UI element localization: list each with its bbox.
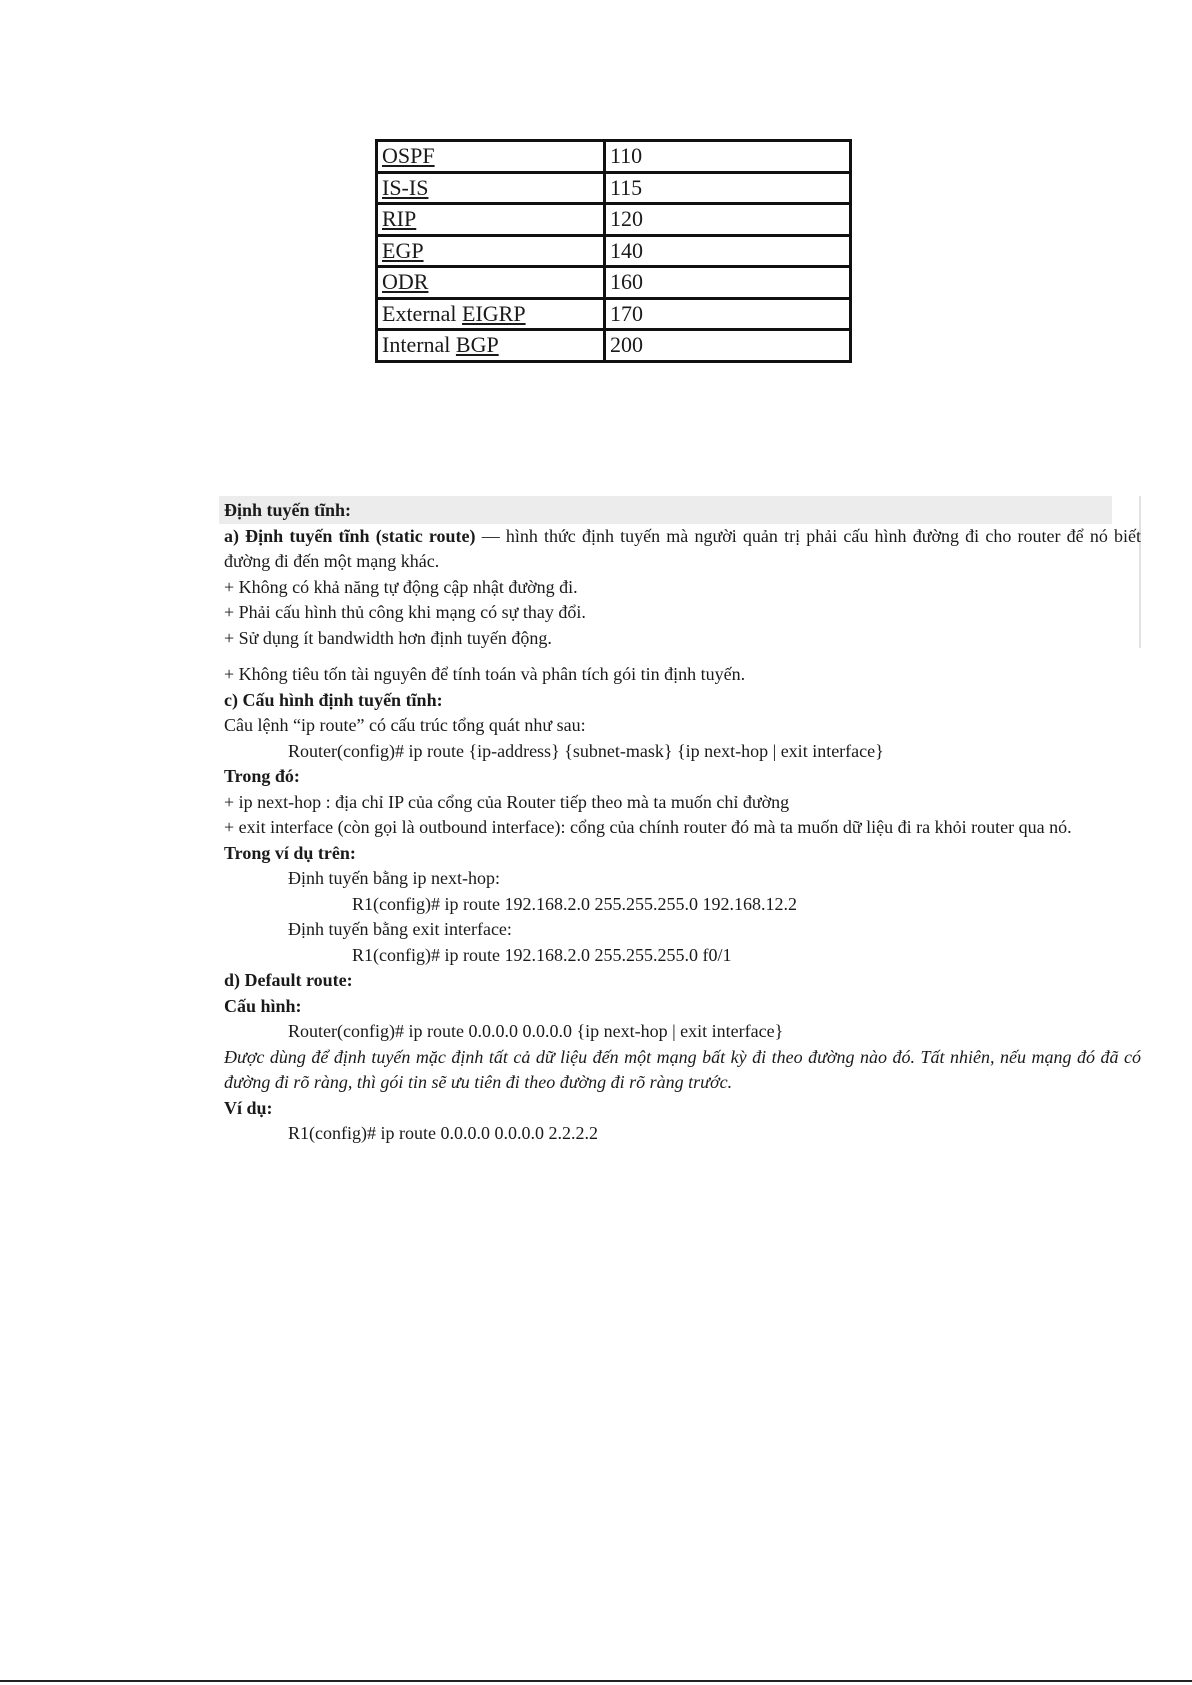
example-exit-interface-command: R1(config)# ip route 192.168.2.0 255.255.255.0 f0/1 xyxy=(352,944,732,965)
example-heading-default: Ví dụ: xyxy=(224,1097,273,1118)
protocol-name: RIP xyxy=(382,206,417,232)
section-heading-static-routing: Định tuyến tĩnh: xyxy=(224,500,352,520)
section-heading-config: c) Cấu hình định tuyến tĩnh: xyxy=(224,689,443,710)
page-bottom-rule xyxy=(0,1680,1192,1682)
ip-route-syntax: Router(config)# ip route {ip-address} {subnet-mask} {ip next-hop | exit interface} xyxy=(288,740,884,761)
protocol-cell xyxy=(377,298,605,330)
protocol-name: ODR xyxy=(382,269,429,295)
document-body xyxy=(224,498,1141,1147)
protocol-cell xyxy=(377,172,605,204)
section-heading-default-route: d) Default route: xyxy=(224,970,353,990)
protocol-cell xyxy=(377,330,605,362)
table-row xyxy=(377,172,851,204)
admin-distance-table xyxy=(375,139,852,363)
config-heading: Cấu hình: xyxy=(224,995,302,1016)
distance-value-cell: 115 xyxy=(605,172,851,204)
table-row xyxy=(377,141,851,173)
protocol-prefix: Internal xyxy=(382,332,456,358)
protocol-name: EIGRP xyxy=(462,300,526,326)
distance-value-cell: 140 xyxy=(605,235,851,267)
example-heading: Trong ví dụ trên: xyxy=(224,842,356,863)
bullet-no-auto-update: + Không có khả năng tự động cập nhật đường đi. xyxy=(224,576,578,597)
example-next-hop-command: R1(config)# ip route 192.168.2.0 255.255.255.0 192.168.12.2 xyxy=(352,893,797,914)
protocol-name: IS-IS xyxy=(382,174,429,200)
protocol-cell xyxy=(377,235,605,267)
default-route-example-command: R1(config)# ip route 0.0.0.0 0.0.0.0 2.2.2.2 xyxy=(288,1123,598,1143)
where-next-hop: + ip next-hop : địa chỉ IP của cổng của Router tiếp theo mà ta muốn chỉ đường xyxy=(224,791,790,812)
example-next-hop-label: Định tuyến bằng ip next-hop: xyxy=(288,868,500,888)
table-row xyxy=(377,235,851,267)
config-intro: Câu lệnh “ip route” có cấu trúc tổng quát như sau: xyxy=(224,715,586,735)
distance-value-cell: 170 xyxy=(605,298,851,330)
distance-value-cell: 160 xyxy=(605,267,851,299)
protocol-name: BGP xyxy=(455,332,499,358)
table-row xyxy=(377,267,851,299)
default-route-syntax: Router(config)# ip route 0.0.0.0 0.0.0.0 {ip next-hop | exit interface} xyxy=(288,1021,784,1041)
static-route-label: a) Định tuyến tĩnh (static route) xyxy=(224,525,476,546)
protocol-name: OSPF xyxy=(382,143,435,169)
where-heading: Trong đó: xyxy=(224,766,300,786)
paragraph-static-route-definition xyxy=(224,524,1141,575)
admin-distance-table-body xyxy=(377,141,851,362)
bullet-no-resource-use: + Không tiêu tốn tài nguyên để tính toán và phân tích gói tin định tuyến. xyxy=(224,664,746,684)
example-exit-interface-label: Định tuyến bằng exit interface: xyxy=(288,919,512,939)
protocol-prefix: External xyxy=(382,300,463,326)
bullet-less-bandwidth: + Sử dụng ít bandwidth hơn định tuyến động. xyxy=(224,627,552,648)
protocol-cell xyxy=(377,204,605,236)
table-row xyxy=(377,204,851,236)
protocol-name: EGP xyxy=(382,237,424,263)
distance-value-cell: 200 xyxy=(605,330,851,362)
default-route-note: Được dùng để định tuyến mặc định tất cả dữ liệu đến một mạng bất kỳ đi theo đường nào đó. Tất nhiên, nếu mạng đó đã có đường đi rõ ràng, thì gói tin sẽ ưu tiên đi theo đường đi rõ ràng trước. xyxy=(224,1046,1141,1092)
table-row xyxy=(377,298,851,330)
protocol-cell xyxy=(377,267,605,299)
protocol-cell xyxy=(377,141,605,173)
bullet-manual-config: + Phải cấu hình thủ công khi mạng có sự thay đổi. xyxy=(224,602,586,622)
distance-value-cell: 120 xyxy=(605,204,851,236)
table-row xyxy=(377,330,851,362)
distance-value-cell: 110 xyxy=(605,141,851,173)
where-exit-interface: + exit interface (còn gọi là outbound interface): cổng của chính router đó mà ta muốn dữ liệu đi ra khỏi router qua nó. xyxy=(224,817,1072,837)
static-route-definition: — hình thức định tuyến mà người quản trị phải cấu hình đường đi cho router để nó biết đường đi đến một mạng khác. xyxy=(224,525,1141,571)
